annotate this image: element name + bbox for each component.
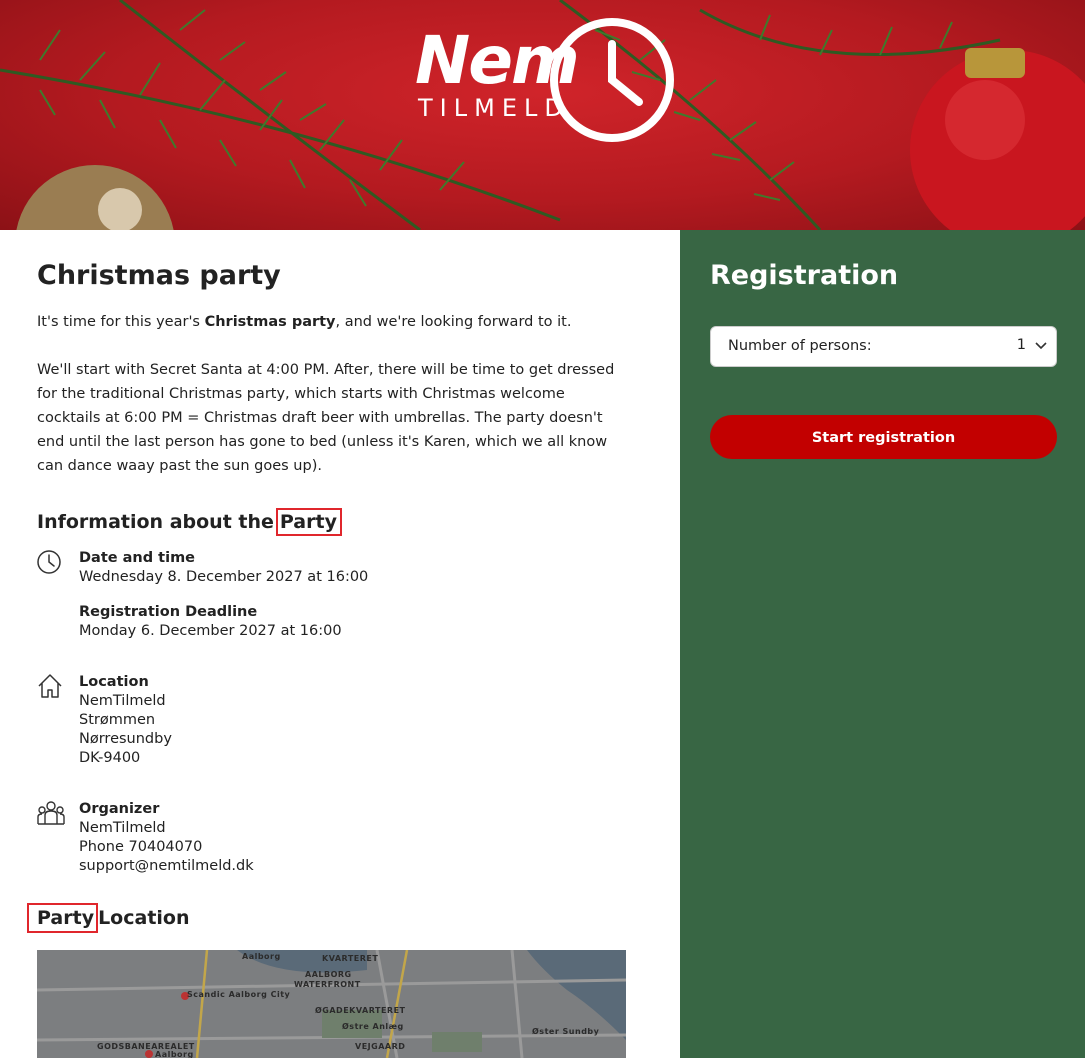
persons-value: 1 [1016, 337, 1026, 353]
map-label: Aalborg [155, 1050, 194, 1058]
people-icon [37, 800, 65, 826]
location-line: Strømmen [79, 712, 156, 728]
intro-text-start: It's time for this year's [37, 314, 205, 330]
logo-nem-text: Nem [415, 22, 578, 99]
organizer-label: Organizer [79, 801, 160, 817]
info-heading [37, 508, 342, 536]
clock-icon [37, 549, 63, 575]
nemtilmeld-logo [415, 14, 680, 146]
event-details [0, 230, 680, 1058]
map-label: Øster Sundby [532, 1027, 600, 1036]
date-block [79, 549, 368, 587]
map-label: WATERFRONT [294, 980, 361, 989]
map-label: VEJGAARD [355, 1042, 406, 1051]
location-map[interactable] [37, 950, 626, 1058]
deadline-label: Registration Deadline [79, 604, 258, 620]
party-location-heading [27, 903, 190, 933]
header-banner [0, 0, 1085, 230]
organizer-email-link[interactable]: support@nemtilmeld.dk [79, 858, 254, 874]
organizer-block [79, 800, 254, 876]
info-heading-prefix: Information about the [37, 511, 274, 533]
map-label: Aalborg [242, 952, 281, 961]
intro-text-end: , and we're looking forward to it. [335, 314, 572, 330]
map-label: KVARTERET [322, 954, 379, 963]
chevron-down-icon [1034, 338, 1048, 352]
persons-label: Number of persons: [728, 338, 872, 354]
registration-title: Registration [710, 260, 899, 291]
intro-bold-text: Christmas party [204, 314, 336, 330]
location-block [79, 673, 172, 768]
info-heading-highlight: Party [276, 508, 342, 536]
deadline-block [79, 603, 342, 641]
party-location-highlight: Party [27, 903, 98, 933]
event-intro [37, 310, 627, 334]
map-label: Scandic Aalborg City [187, 990, 291, 999]
map-label: Østre Anlæg [342, 1022, 404, 1031]
organizer-line: NemTilmeld [79, 820, 166, 836]
location-label: Location [79, 674, 149, 690]
location-line: DK-9400 [79, 750, 141, 766]
date-value: Wednesday 8. December 2027 at 16:00 [79, 569, 369, 585]
deadline-value: Monday 6. December 2027 at 16:00 [79, 623, 342, 639]
map-label: GODSBANEAREALET [97, 1042, 195, 1051]
map-label: ØGADEKVARTERET [315, 1006, 406, 1015]
persons-select[interactable] [710, 326, 1057, 367]
house-icon [37, 673, 63, 699]
map-label: AALBORG [305, 970, 352, 979]
event-description: We'll start with Secret Santa at 4:00 PM. After, there will be time to get dressed for the traditional Christmas party, which starts with Christmas welcome cocktails at 6:00 PM = Christmas draft beer with umbrellas. The party doesn't end until the last person has gone to bed (unless it's Karen, which we all know can dance waay past the sun goes up). [37, 362, 615, 474]
start-registration-button[interactable]: Start registration [710, 415, 1057, 459]
date-label: Date and time [79, 550, 196, 566]
organizer-phone[interactable]: Phone 70404070 [79, 839, 203, 855]
location-line: Nørresundby [79, 731, 172, 747]
registration-panel [680, 230, 1085, 1058]
logo-tilmeld-text: TILMELD [418, 94, 570, 122]
location-line: NemTilmeld [79, 693, 166, 709]
event-title: Christmas party [37, 260, 281, 291]
party-location-suffix: Location [98, 907, 190, 929]
logo-clock-icon [547, 14, 679, 146]
